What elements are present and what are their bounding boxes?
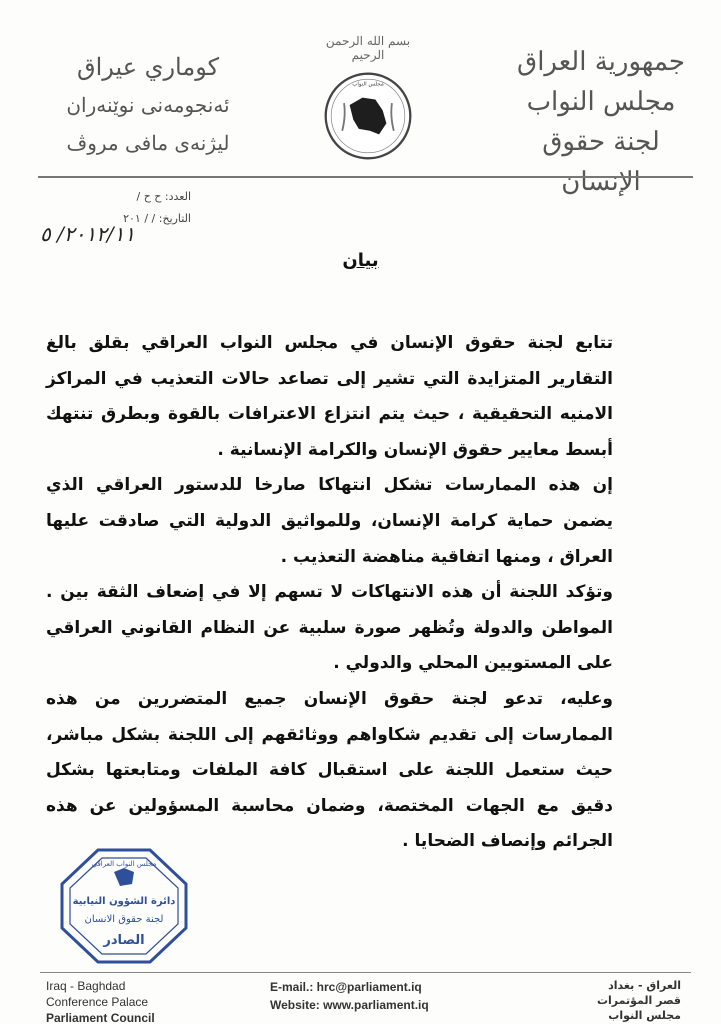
parliament-emblem-icon [322,70,414,162]
number-label: العدد: [164,190,191,203]
footer-en-line-2: Conference Palace [46,995,149,1009]
reference-number-row [123,186,191,208]
footer-en-line-1: Iraq - Baghdad [46,979,126,993]
paragraph-1: تتابع لجنة حقوق الإنسان في مجلس النواب العراقي بقلق بالغ التقارير المتزايدة التي تشير إلى تصاعد حالات التعذيب في المراكز الامنيه التحقيقية ، حيث يتم انتزاع الاعترافات بالقوة وبطرق تنتهك أبسط معايير حقوق الإنسان والكرامة الإنسانية . [46,333,613,460]
header-divider [38,176,693,178]
paragraph-2: إن هذه الممارسات تشكل انتهاكا صارخا للدستور العراقي الذي يضمن حماية كرامة الإنسان، وللمواثيق الدولية التي صادقت عليها العراق ، ومنها اتفاقية مناهضة التعذيب . [46,475,613,567]
header-arabic-line-3: لجنة حقوق الإنسان [542,127,660,197]
emblem-caption: مجلس النواب [352,81,384,88]
footer-address-ar [597,978,681,1023]
footer-website[interactable]: Website: www.parliament.iq [270,998,429,1012]
paragraph-4: وعليه، تدعو لجنة حقوق الإنسان جميع المتضررين من هذه الممارسات إلى تقديم شكاواهم ووثائقهم إلى اللجنة بشكل مباشر، حيث ستعمل اللجنة على استقبال كافة الملفات ومتابعتها بشكل دقيق مع الجهات المختصة، وضمان محاسبة المسؤولين عن هذه الجرائم وإنصاف الضحايا . [46,688,613,852]
stamp-line-1: دائرة الشؤون النيابية [72,896,176,907]
stamp-map-icon [114,868,134,886]
header-kurdish-block [48,48,248,162]
stamp-line-2: لجنة حقوق الانسان [84,914,164,925]
header-kurdish-line-2: ئه‌نجومه‌نى نوێنه‌ران [66,93,230,117]
paragraph-3: وتؤكد اللجنة أن هذه الانتهاكات لا تسهم إلا في إضعاف الثقة بين . المواطن والدولة وتُظهر صورة سلبية عن النظام القانوني العراقي على المستويين المحلي والدولي . [46,582,613,674]
footer-email[interactable]: E-mail.: hrc@parliament.iq [270,980,422,994]
document-title: بيان [342,250,379,271]
stamp-line-3: الصادر [103,933,145,948]
header-arabic-line-1: جمهورية العراق [517,47,685,77]
basmala: بسم الله الرحمن الرحيم [325,34,411,62]
footer-ar-line-2: قصر المؤتمرات [596,994,681,1007]
stamp-top-text: مجلس النواب العراقي [91,860,157,868]
statement-body [46,326,613,860]
header-kurdish-line-1: كوماري عيراق [76,53,220,81]
footer-divider [40,972,691,973]
footer-ar-line-3: مجلس النواب [608,1009,681,1022]
official-stamp [58,846,190,966]
footer-contact [270,978,429,1014]
header-emblem-block [318,34,418,166]
date-printed: / / ٢٠١ [123,212,156,225]
date-label: التاريخ: [158,212,191,225]
handwritten-date: ٢٠١٢/١١/ ٥ [40,222,136,246]
header-arabic-block [501,42,701,202]
header-arabic-line-2: مجلس النواب [526,87,676,117]
footer-en-line-3: Parliament Council [46,1011,155,1025]
number-value: ح ح / [136,190,162,203]
footer-ar-line-1: العراق - بغداد [608,979,681,992]
header-kurdish-line-3: ليژنه‌ى مافى مروڤ [66,131,230,155]
footer-address-en [46,978,155,1026]
